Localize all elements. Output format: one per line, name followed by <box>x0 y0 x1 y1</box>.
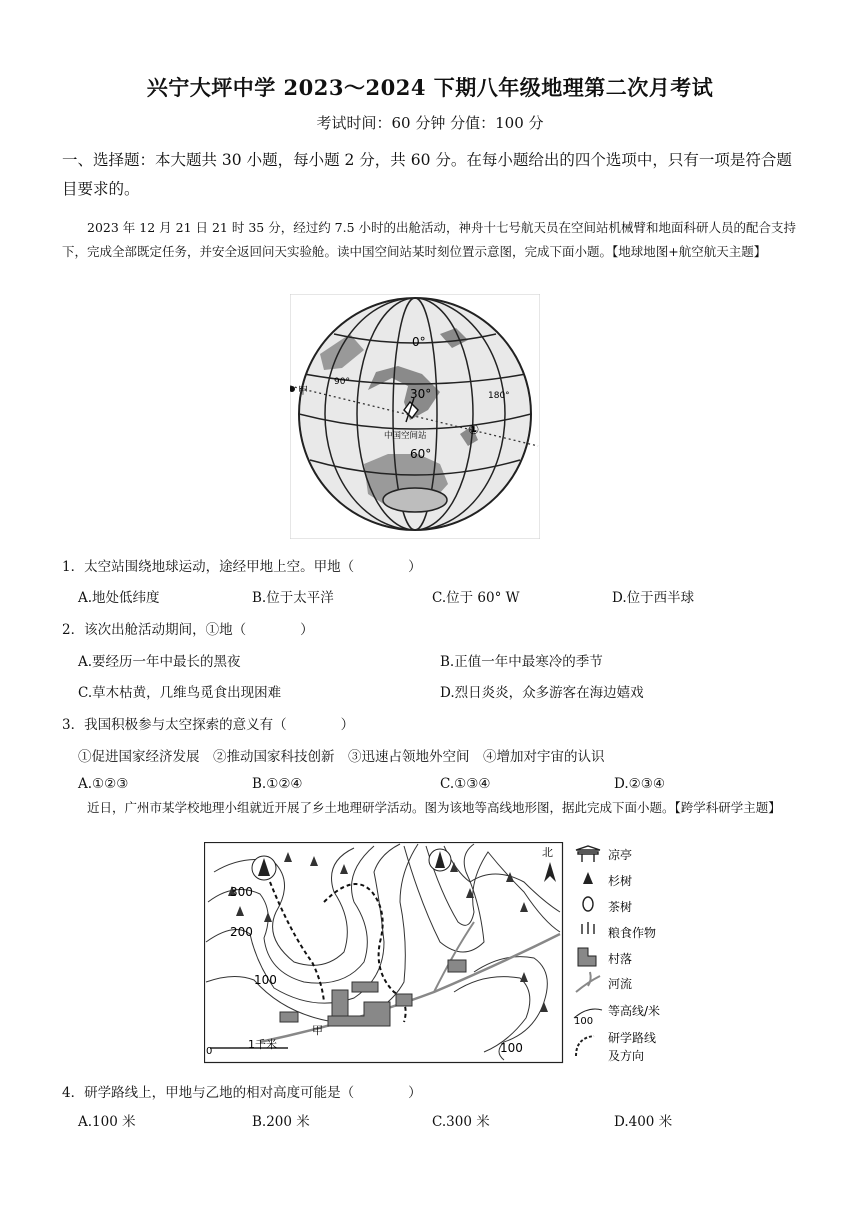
contour-label-200: 200 <box>230 925 253 939</box>
q1-option-a[interactable]: A.地处低纬度 <box>78 590 160 606</box>
legend-label-fir: 杉树 <box>608 874 633 888</box>
q3-stem: 3．我国积极参与太空探索的意义有（ ） <box>62 717 355 733</box>
q2-stem: 2．该次出舱活动期间，①地（ ） <box>62 622 314 638</box>
label-30: 30° <box>410 387 432 401</box>
map-legend <box>574 846 660 1063</box>
q3-option-a[interactable]: A.①②③ <box>78 776 129 792</box>
q1-stem: 1．太空站围绕地球运动，途经甲地上空。甲地（ ） <box>62 559 422 575</box>
contour-label-100-b: 100 <box>500 1041 523 1055</box>
q3-option-c[interactable]: C.①③④ <box>440 776 491 792</box>
village-icon <box>578 948 596 966</box>
legend-label-river: 河流 <box>608 977 633 991</box>
contour-label-300: 300 <box>230 885 253 899</box>
q4-option-d[interactable]: D.400 米 <box>614 1114 673 1130</box>
q2-option-c[interactable]: C.草木枯黄，几维鸟觅食出现困难 <box>78 685 282 701</box>
label-point-1: ① <box>468 423 480 438</box>
q4-option-a[interactable]: A.100 米 <box>78 1114 136 1130</box>
legend-contour-value: 100 <box>574 1016 594 1027</box>
q3-items: ①促进国家经济发展 ②推动国家科技创新 ③迅速占领地外空间 ④增加对宇宙的认识 <box>78 749 605 765</box>
exam-info: 考试时间：60 分钟 分值：100 分 <box>316 114 544 132</box>
label-station: 中国空间站 <box>384 431 427 441</box>
tea-tree-icon <box>583 897 593 911</box>
legend-label-pavilion: 凉亭 <box>608 848 633 862</box>
q2-option-d[interactable]: D.烈日炎炎，众多游客在海边嬉戏 <box>440 685 644 701</box>
fir-tree-icon <box>583 872 593 884</box>
passage-2: 近日，广州市某学校地理小组就近开展了乡土地理研学活动。图为该地等高线地形图，据此完成下面小题。【跨学科研学主题】 <box>87 800 781 815</box>
q1-option-b[interactable]: B.位于太平洋 <box>252 590 334 606</box>
label-0: 0° <box>412 335 426 349</box>
contour-label-100-a: 100 <box>254 973 277 987</box>
legend-label-contour: 等高线/米 <box>608 1004 661 1018</box>
grain-crop-icon <box>582 922 594 934</box>
legend-label-route: 研学路线 <box>608 1031 657 1045</box>
river-icon <box>576 972 600 992</box>
label-jia: 甲 <box>298 386 308 397</box>
label-60: 60° <box>410 447 432 461</box>
page-title: 兴宁大坪中学 2023～2024 下期八年级地理第二次月考试 <box>146 75 714 100</box>
label-90: 90° <box>334 377 350 387</box>
q1-option-d[interactable]: D.位于西半球 <box>612 590 695 606</box>
pavilion-icon <box>576 846 600 862</box>
q4-option-c[interactable]: C.300 米 <box>432 1114 490 1130</box>
q3-option-d[interactable]: D.②③④ <box>614 776 665 792</box>
label-180: 180° <box>488 391 510 401</box>
q4-stem: 4．研学路线上，甲地与乙地的相对高度可能是（ ） <box>62 1085 422 1101</box>
route-icon <box>576 1036 594 1056</box>
q2-option-b[interactable]: B.正值一年中最寒冷的季节 <box>440 654 603 670</box>
legend-label-village: 村落 <box>608 952 633 966</box>
q4-option-b[interactable]: B.200 米 <box>252 1114 310 1130</box>
contour-map <box>204 842 664 1068</box>
section-instructions: 一、选择题：本大题共 30 小题，每小题 2 分，共 60 分。在每小题给出的四个选项中，只有一项是符合题目要求的。 <box>62 151 792 198</box>
scale-zero: 0 <box>206 1046 213 1057</box>
legend-label-grain: 粮食作物 <box>608 926 657 940</box>
q2-option-a[interactable]: A.要经历一年中最长的黑夜 <box>78 654 241 670</box>
legend-label-route-dir: 及方向 <box>608 1049 645 1063</box>
q3-option-b[interactable]: B.①②④ <box>252 776 303 792</box>
q1-option-c[interactable]: C.位于 60° W <box>432 590 520 606</box>
globe-figure <box>290 294 540 539</box>
north-label: 北 <box>542 846 553 859</box>
legend-label-tea: 茶树 <box>608 900 633 914</box>
passage-1: 2023 年 12 月 21 日 21 时 35 分，经过约 7.5 小时的出舱活动，神舟十七号航天员在空间站机械臂和地面科研人员的配合支持下，完成全部既定任务，并安全返回问天实验舱。读中国空间站某时刻位置示意图，完成下面小题。【地球地图+航空航天主题】 <box>62 220 797 259</box>
scale-unit: 1千米 <box>248 1038 277 1051</box>
place-jia: 甲 <box>312 1024 323 1037</box>
